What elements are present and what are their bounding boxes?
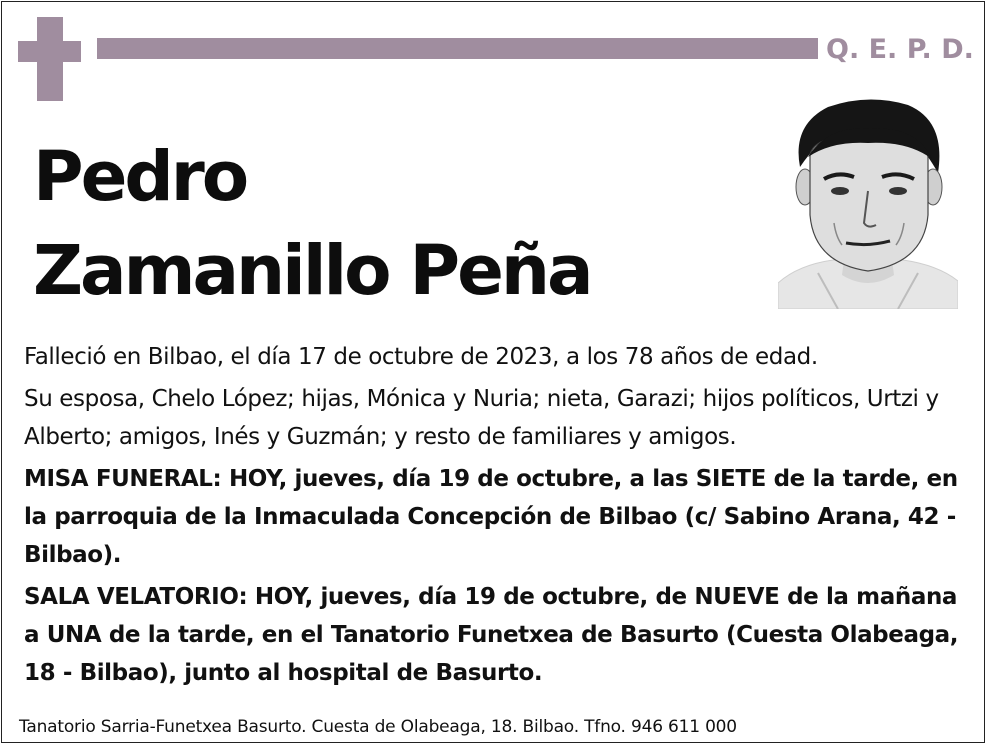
death-notice: Falleció en Bilbao, el día 17 de octubre de 2023, a los 78 años de edad. (24, 344, 818, 370)
last-names: Zamanillo Peña (33, 231, 591, 311)
header-rule (97, 38, 818, 59)
notice-body (24, 338, 959, 696)
wake-room-info: SALA VELATORIO: HOY, jueves, día 19 de octubre, de NUEVE de la mañana a UNA de la tarde, en el Tanatorio Funetxea de Basurto (Cuesta Olabeaga, 18 - Bilbao), junto al hospital de Basurto. (24, 584, 959, 686)
funeral-mass-info: MISA FUNERAL: HOY, jueves, día 19 de octubre, a las SIETE de la tarde, en la parroquia de la Inmaculada Concepción de Bilbao (c/ Sabino Arana, 42 - Bilbao). (24, 466, 958, 568)
family-list: Su esposa, Chelo López; hijas, Mónica y Nuria; nieta, Garazi; hijos políticos, Urtzi y Alberto; amigos, Inés y Guzmán; y resto de familiares y amigos. (24, 386, 939, 450)
funeral-home-footer: Tanatorio Sarria-Funetxea Basurto. Cuesta de Olabeaga, 18. Bilbao. Tfno. 946 611 000 (19, 717, 737, 737)
portrait-photo (778, 95, 958, 309)
qepd-label: Q. E. P. D. (826, 34, 974, 65)
deceased-name (33, 130, 591, 318)
first-name: Pedro (33, 137, 247, 217)
cross-icon-horizontal (18, 41, 81, 62)
